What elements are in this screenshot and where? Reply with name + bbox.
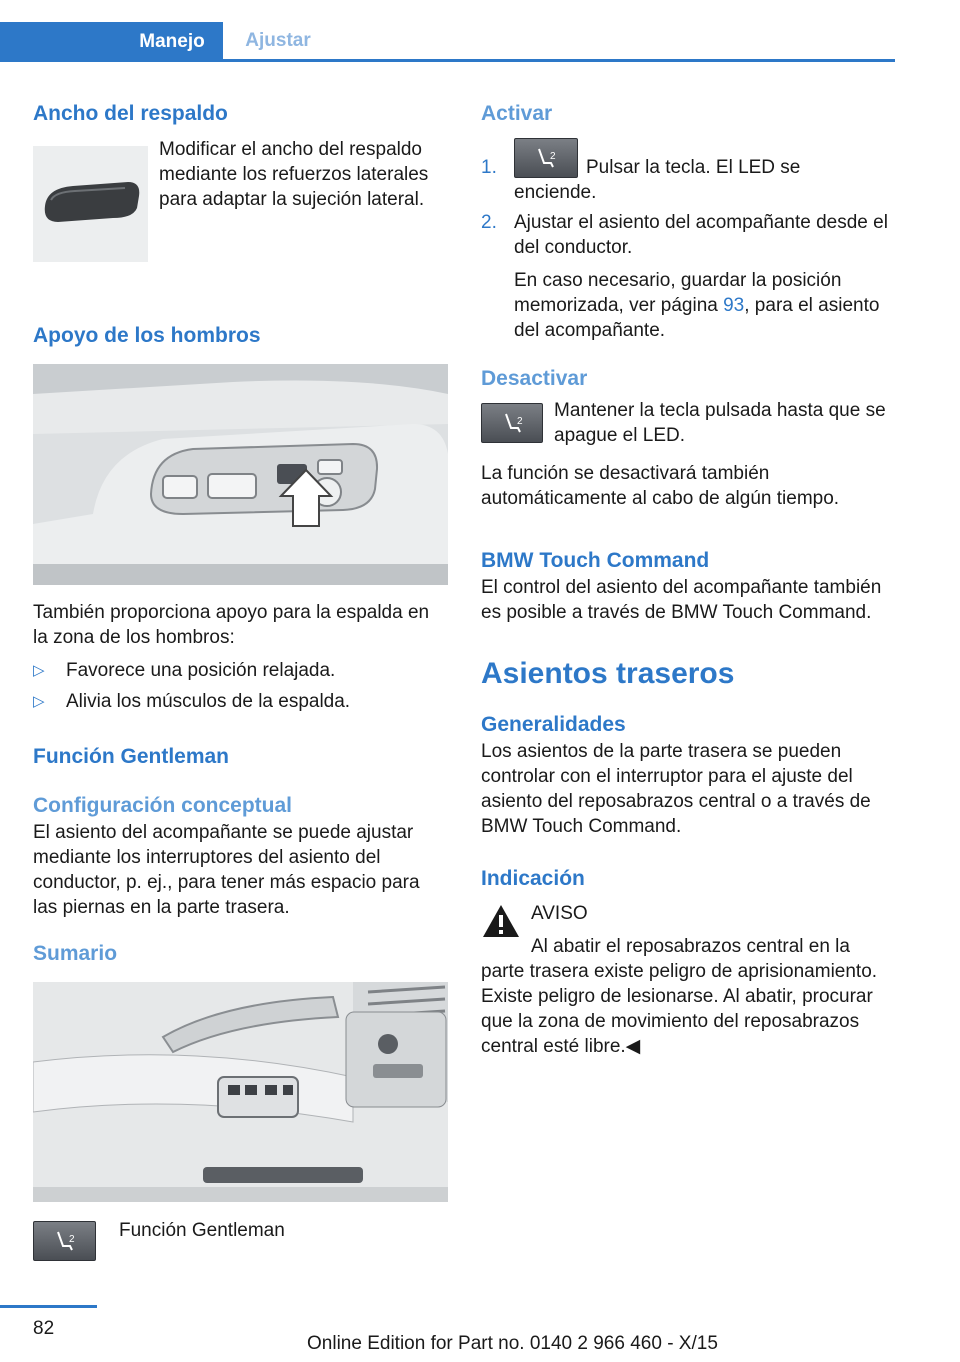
list-item — [33, 689, 448, 714]
heading-indicacion: Indicación — [481, 867, 585, 890]
memory-note-text-end: , para el asiento del acompañante. — [514, 295, 880, 341]
auto-off-text: La función se desactivará también automáticamente al cabo de algún tiempo. — [481, 463, 840, 509]
ancho-text: Modificar el ancho del respaldo mediante los refuerzos laterales para adaptar la sujeción lateral. — [159, 139, 429, 210]
touch-text: El control del asiento del acompañante también es posible a través de BMW Touch Command. — [481, 577, 882, 623]
chapter-tabs — [0, 22, 895, 62]
tab-spacer — [0, 22, 121, 62]
edition-note: Online Edition for Part no. 0140 2 966 460 - X/15 — [307, 1333, 718, 1354]
svg-text:2: 2 — [517, 416, 523, 427]
list-item — [481, 210, 897, 260]
heading-funcion-gentleman: Función Gentleman — [33, 745, 230, 768]
bullet-marker: ▷ — [33, 662, 45, 679]
backrest-width-button-image — [33, 146, 148, 262]
door-panel-switches-image — [33, 982, 448, 1202]
heading-activar: Activar — [481, 102, 553, 125]
caption-block — [33, 1218, 448, 1274]
generalidades-text: Los asientos de la parte trasera se pueden controlar con el interruptor para el ajuste del asiento del reposabrazos central o a través de BMW Touch Command. — [481, 741, 871, 837]
warning-text: Al abatir el reposabrazos central en la parte trasera existe peligro de aprisionamiento. Existe peligro de lesionarse. Al abatir, procurar que la zona de movimiento del reposabrazos central esté libre.◀ — [481, 936, 878, 1057]
footer-rule — [0, 1305, 97, 1308]
heading-asientos-traseros: Asientos traseros — [481, 657, 735, 690]
warning-title: AVISO — [531, 903, 588, 924]
memory-note — [481, 268, 897, 343]
list-item — [33, 658, 448, 683]
desactivar-text: Mantener la tecla pulsada hasta que se apague el LED. — [554, 400, 886, 446]
page-link[interactable]: 93 — [723, 295, 745, 316]
warning-icon — [481, 903, 521, 939]
svg-text:2: 2 — [550, 151, 556, 162]
list-item — [481, 138, 897, 203]
step-text: Pulsar la tecla. El LED se enciende. — [514, 157, 801, 203]
svg-text:2: 2 — [69, 1234, 75, 1245]
ancho-block — [33, 134, 448, 282]
gentleman-key-icon — [481, 403, 543, 443]
page-number: 82 — [33, 1318, 55, 1339]
shoulder-support-seat-image — [33, 364, 448, 585]
list-item-text: Alivia los músculos de la espalda. — [66, 691, 351, 712]
list-item-text: Favorece una posición relajada. — [66, 660, 336, 681]
tab-manejo[interactable]: Manejo — [121, 22, 223, 62]
heading-ancho-respaldo: Ancho del respaldo — [33, 102, 228, 125]
hombros-text: También proporciona apoyo para la espalda en la zona de los hombros: — [33, 602, 430, 648]
heading-bmw-touch-command: BMW Touch Command — [481, 549, 710, 572]
heading-configuracion-conceptual: Configuración conceptual — [33, 794, 293, 817]
bullet-marker: ▷ — [33, 693, 45, 710]
heading-sumario: Sumario — [33, 942, 118, 965]
step-number: 1. — [481, 157, 497, 178]
concept-text: El asiento del acompañante se puede ajustar mediante los interruptores del asiento del conductor, p. ej., para tener más espacio para las piernas en la parte trasera. — [33, 822, 420, 918]
gentleman-caption: Función Gentleman — [119, 1220, 285, 1241]
heading-generalidades: Generalidades — [481, 713, 626, 736]
memory-note-text: En caso necesario, guardar la posición memorizada, ver página — [514, 270, 842, 316]
tab-underline — [0, 59, 895, 62]
heading-desactivar: Desactivar — [481, 367, 588, 390]
step-text: Ajustar el asiento del acompañante desde el del conductor. — [514, 212, 888, 258]
desactivar-block — [481, 400, 897, 461]
heading-apoyo-hombros: Apoyo de los hombros — [33, 324, 261, 347]
tab-ajustar[interactable]: Ajustar — [245, 30, 311, 51]
left-column — [33, 100, 448, 1274]
right-column — [481, 100, 897, 1059]
warning-block — [481, 901, 897, 1059]
gentleman-key-icon — [33, 1221, 96, 1261]
step-number: 2. — [481, 212, 497, 233]
